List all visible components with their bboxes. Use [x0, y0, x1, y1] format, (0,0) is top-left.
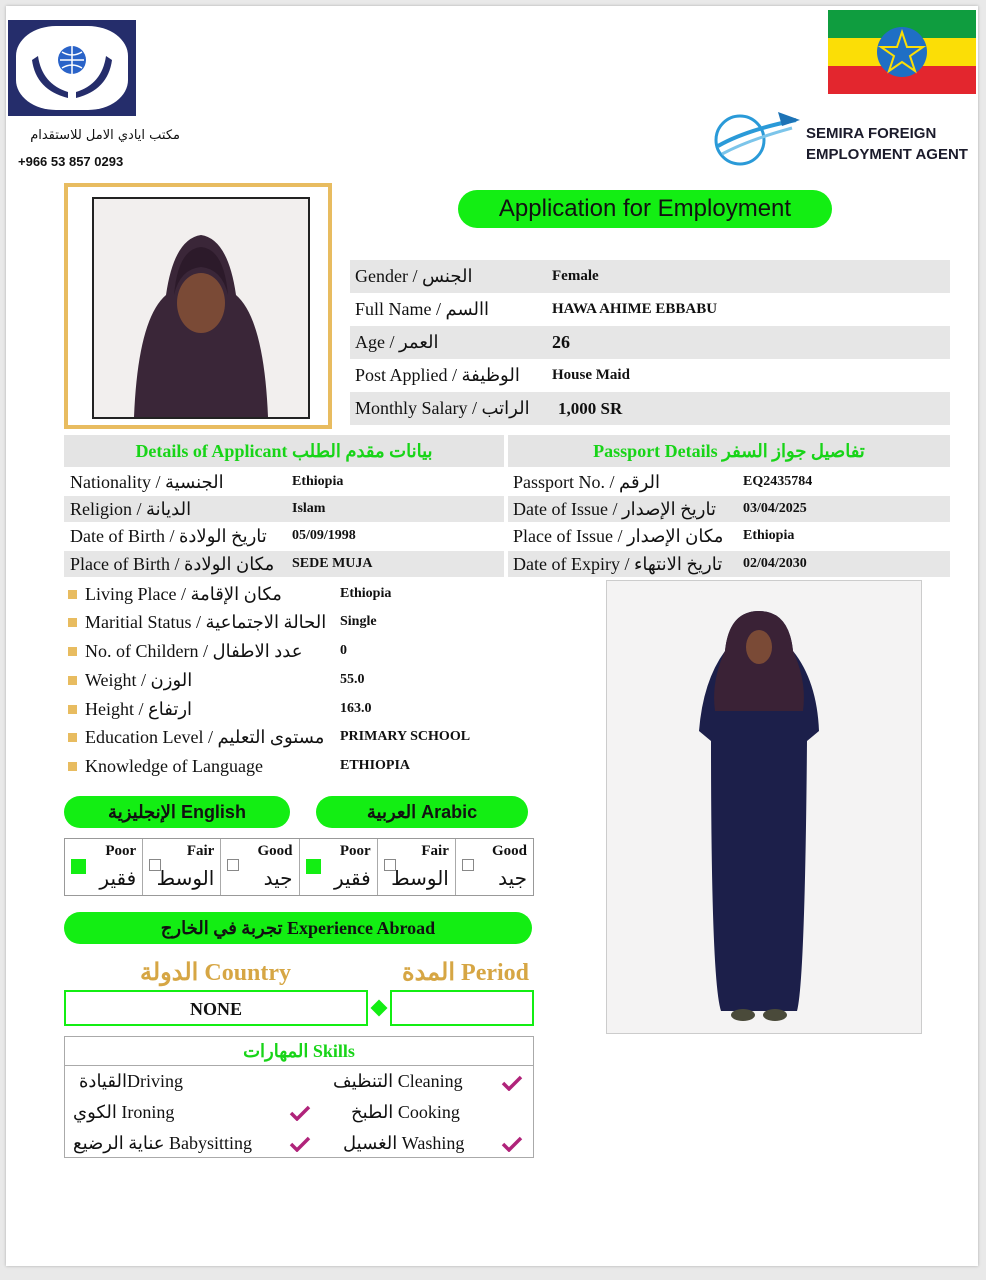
skills-heading: المهارات Skills [65, 1037, 533, 1066]
bullet-icon [68, 618, 77, 627]
skill-washing: الغسيل Washing [343, 1133, 465, 1153]
full-body-photo [606, 580, 922, 1034]
office-logo [8, 20, 136, 116]
summary-table [350, 260, 950, 425]
info-row-name: Full Name / االسم HAWA AHIME EBBABU [355, 299, 718, 319]
arabic-poor-option[interactable]: Poor فقير [300, 839, 378, 895]
checkmark-icon [501, 1136, 523, 1152]
ethiopia-flag-icon [828, 10, 976, 94]
english-poor-option[interactable]: Poor فقير [65, 839, 143, 895]
personal-row: Living Place / مكان الإقامة Ethiopia [68, 580, 528, 608]
info-row-age: Age / العمر 26 [350, 326, 950, 359]
personal-row: Height / ارتفاع 163.0 [68, 695, 528, 723]
plane-globe-icon [696, 106, 806, 170]
personal-row: Knowledge of Language ETHIOPIA [68, 752, 528, 780]
page-title: Application for Employment [458, 190, 832, 228]
hands-globe-icon [16, 26, 128, 110]
experience-heading: تجربة في الخارج Experience Abroad [64, 912, 532, 944]
country-heading: الدولة Country [140, 960, 292, 986]
arabic-good-option[interactable]: Good جيد [456, 839, 533, 895]
passport-row: Date of Issue / تاريخ الإصدار 03/04/2025 [508, 496, 950, 522]
passport-row: Passport No. / الرقم EQ2435784 [513, 471, 813, 492]
arabic-label: العربية Arabic [316, 796, 528, 828]
agent-name: SEMIRA FOREIGN EMPLOYMENT AGENT [806, 125, 968, 163]
info-row-gender: Gender / الجنس Female [350, 260, 950, 293]
bullet-icon [68, 762, 77, 771]
checkbox-checked-icon[interactable] [71, 859, 86, 874]
passport-section-heading: Passport Details تفاصيل جواز السفر [508, 435, 950, 467]
checkbox-icon[interactable] [227, 859, 239, 871]
checkmark-icon [289, 1105, 311, 1121]
skill-cleaning: التنظيف Cleaning [333, 1071, 463, 1091]
skill-babysitting: عناية الرضيع Babysitting [73, 1133, 253, 1153]
bullet-icon [68, 705, 77, 714]
passport-row: Date of Expiry / تاريخ الانتهاء 02/04/2030 [508, 551, 950, 577]
applicant-row: Religion / الديانة Islam [64, 496, 504, 522]
skill-ironing: الكوي Ironing [73, 1102, 175, 1122]
personal-row: Education Level / مستوى التعليم PRIMARY SCHOOL [68, 723, 528, 751]
english-good-option[interactable]: Good جيد [221, 839, 299, 895]
period-field[interactable] [390, 990, 534, 1026]
application-page [6, 6, 978, 1266]
personal-row: Maritial Status / الحالة الاجتماعية Single [68, 608, 528, 636]
bullet-icon [68, 590, 77, 599]
language-level-grid [64, 838, 534, 896]
passport-row: Place of Issue / مكان الإصدار Ethiopia [513, 525, 795, 546]
period-heading: المدة Period [402, 960, 530, 986]
checkmark-icon [289, 1136, 311, 1152]
personal-row: No. of Childern / عدد الاطفال 0 [68, 637, 528, 665]
info-row-salary: Monthly Salary / الراتب 1,000 SR [350, 392, 950, 425]
checkbox-checked-icon[interactable] [306, 859, 321, 874]
applicant-section-heading: Details of Applicant بيانات مقدم الطلب [64, 435, 504, 467]
applicant-row: Place of Birth / مكان الولادة SEDE MUJA [64, 551, 504, 577]
skill-driving: القيادةDriving [79, 1071, 183, 1091]
diamond-icon [371, 1000, 388, 1017]
arabic-fair-option[interactable]: Fair الوسط [378, 839, 456, 895]
bullet-icon [68, 733, 77, 742]
country-field[interactable]: NONE [64, 990, 368, 1026]
skills-table [64, 1036, 534, 1158]
skill-cooking: الطبخ Cooking [351, 1102, 460, 1122]
office-name: مكتب ايادي الامل للاستقدام [30, 128, 180, 143]
checkmark-icon [501, 1075, 523, 1091]
applicant-row: Date of Birth / تاريخ الولادة 05/09/1998 [70, 525, 356, 546]
english-fair-option[interactable]: Fair الوسط [143, 839, 221, 895]
personal-row: Weight / الوزن 55.0 [68, 666, 528, 694]
portrait-photo-frame [64, 183, 332, 429]
english-label: الإنجليزية English [64, 796, 290, 828]
bullet-icon [68, 676, 77, 685]
portrait-photo [92, 197, 310, 419]
checkbox-icon[interactable] [462, 859, 474, 871]
info-row-post: Post Applied / الوظيفة House Maid [355, 365, 630, 385]
office-phone: +966 53 857 0293 [18, 154, 124, 169]
applicant-row: Nationality / الجنسية Ethiopia [70, 471, 344, 492]
bullet-icon [68, 647, 77, 656]
